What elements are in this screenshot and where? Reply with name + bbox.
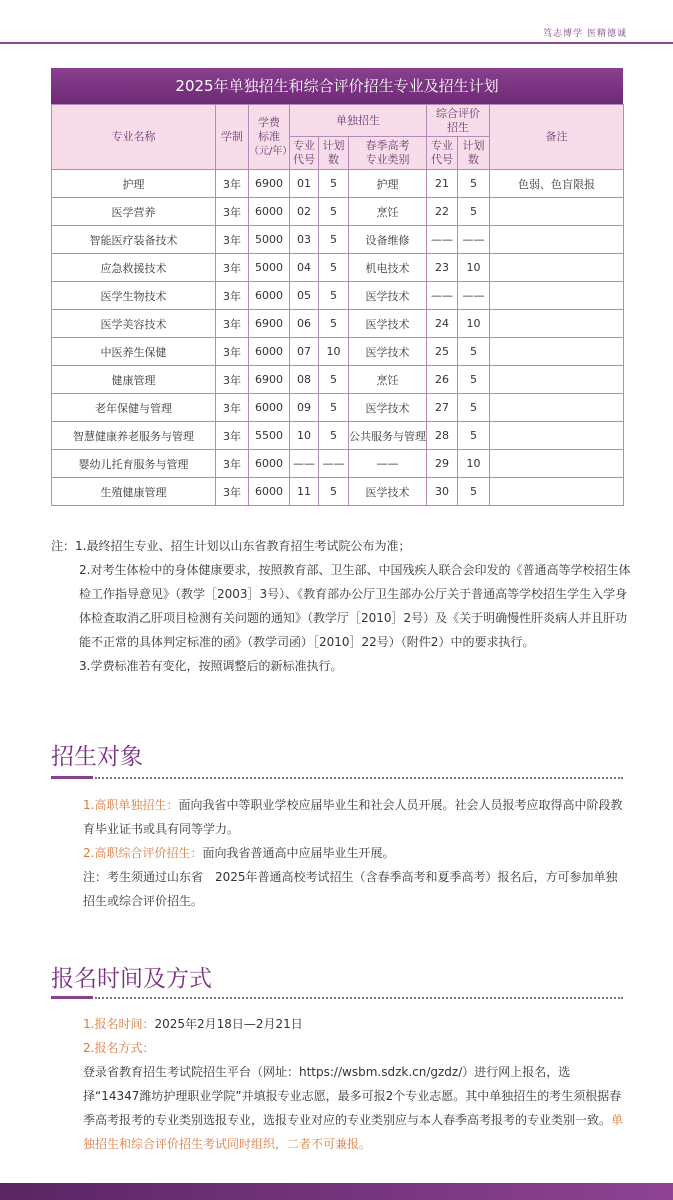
header-plan: 计划 数 (319, 137, 349, 170)
table-notes (51, 534, 631, 678)
motto: 笃志博学 医精德诚 (543, 29, 627, 39)
header-plan2: 计划 数 (458, 137, 490, 170)
registration-section (51, 1012, 626, 1156)
header-years: 学制 (216, 105, 249, 170)
note-2: 2.对考生体检中的身体健康要求，按照教育部、卫生部、中国残疾人联合会印发的《普通高等学校招生体检工作指导意见》（教学［2003］3号）、《教育部办公厅卫生部办公厅关于普通高等学校招生学生入学身体检查取消乙肝项目检测有关问题的通知》（教学厅［2010］2号）及《关于明确慢性肝炎病人并且肝功能不正常的具体判定标准的函》（教学司函）［2010］22号）（附件2）中的要求执行。 (79, 563, 631, 649)
targets-section (51, 793, 626, 913)
registration-method-text: 登录省教育招生考试院招生平台（网址：https://wsbm.sdzk.cn/gzdz/）进行网上报名，选择“14347潍坊护理职业学院”并填报专业志愿，最多可报2个专业志愿。其中单独招生的考生须根据春季高考报考的专业类别选报专业，选报专业对应的专业类别应与本人春季高考报考的专业类别一致。单独招生和综合评价招生考试同时组织，二者不可兼报。 (83, 1065, 624, 1151)
footer-bar (0, 1183, 673, 1200)
header-remarks: 备注 (490, 105, 624, 170)
header-comprehensive: 综合评价 招生 (427, 105, 490, 137)
table-title: 2025年单独招生和综合评价招生专业及招生计划 (51, 68, 623, 104)
note-3: 3.学费标准若有变化，按照调整后的新标准执行。 (79, 659, 343, 673)
target-note: 注：考生须通过山东省 2025年普通高校考试招生（含春季高考和夏季高考）报名后，方可参加单独招生或综合评价招生。 (83, 870, 618, 908)
section-title-registration: 报名时间及方式 (51, 966, 212, 992)
table-row: 老年保健与管理 3年 6000 09 5 医学技术 27 5 (52, 394, 624, 422)
header-major: 专业名称 (52, 105, 216, 170)
table-row: 医学生物技术 3年 6000 05 5 医学技术 —— —— (52, 282, 624, 310)
table-row: 智能医疗装备技术 3年 5000 03 5 设备维修 —— —— (52, 226, 624, 254)
section-divider (51, 996, 623, 999)
table-row: 医学营养 3年 6000 02 5 烹饪 22 5 (52, 198, 624, 226)
table-row: 健康管理 3年 6900 08 5 烹饪 26 5 (52, 366, 624, 394)
header-tuition: 学费 标准 （元/年） (249, 105, 290, 170)
table-row: 医学美容技术 3年 6900 06 5 医学技术 24 10 (52, 310, 624, 338)
header-single: 单独招生 (290, 105, 427, 137)
table-row: 生殖健康管理 3年 6000 11 5 医学技术 30 5 (52, 478, 624, 506)
enrollment-table (51, 68, 623, 506)
note-1: 注：1.最终招生专业、招生计划以山东省教育招生考试院公布为准； (51, 539, 411, 553)
header-spring: 春季高考 专业类别 (349, 137, 427, 170)
header-rule (0, 42, 673, 44)
target-item-1: 1.高职单独招生：面向我省中等职业学校应届毕业生和社会人员开展。社会人员报考应取得高中阶段教育毕业证书或具有同等学力。 (83, 798, 623, 836)
table-row: 中医养生保健 3年 6000 07 10 医学技术 25 5 (52, 338, 624, 366)
table-row: 智慧健康养老服务与管理 3年 5500 10 5 公共服务与管理 28 5 (52, 422, 624, 450)
registration-method-label: 2.报名方式： (83, 1041, 155, 1055)
header-code2: 专业 代号 (427, 137, 458, 170)
table-row: 应急救援技术 3年 5000 04 5 机电技术 23 10 (52, 254, 624, 282)
table-row: 护理 3年 6900 01 5 护理 21 5 色弱、色盲限报 (52, 170, 624, 198)
table-row: 婴幼儿托育服务与管理 3年 6000 —— —— —— 29 10 (52, 450, 624, 478)
section-divider (51, 776, 623, 779)
header-code: 专业 代号 (290, 137, 319, 170)
section-title-targets: 招生对象 (51, 744, 143, 770)
registration-time: 1.报名时间：2025年2月18日—2月21日 (83, 1017, 303, 1031)
target-item-2: 2.高职综合评价招生：面向我省普通高中应届毕业生开展。 (83, 846, 395, 860)
